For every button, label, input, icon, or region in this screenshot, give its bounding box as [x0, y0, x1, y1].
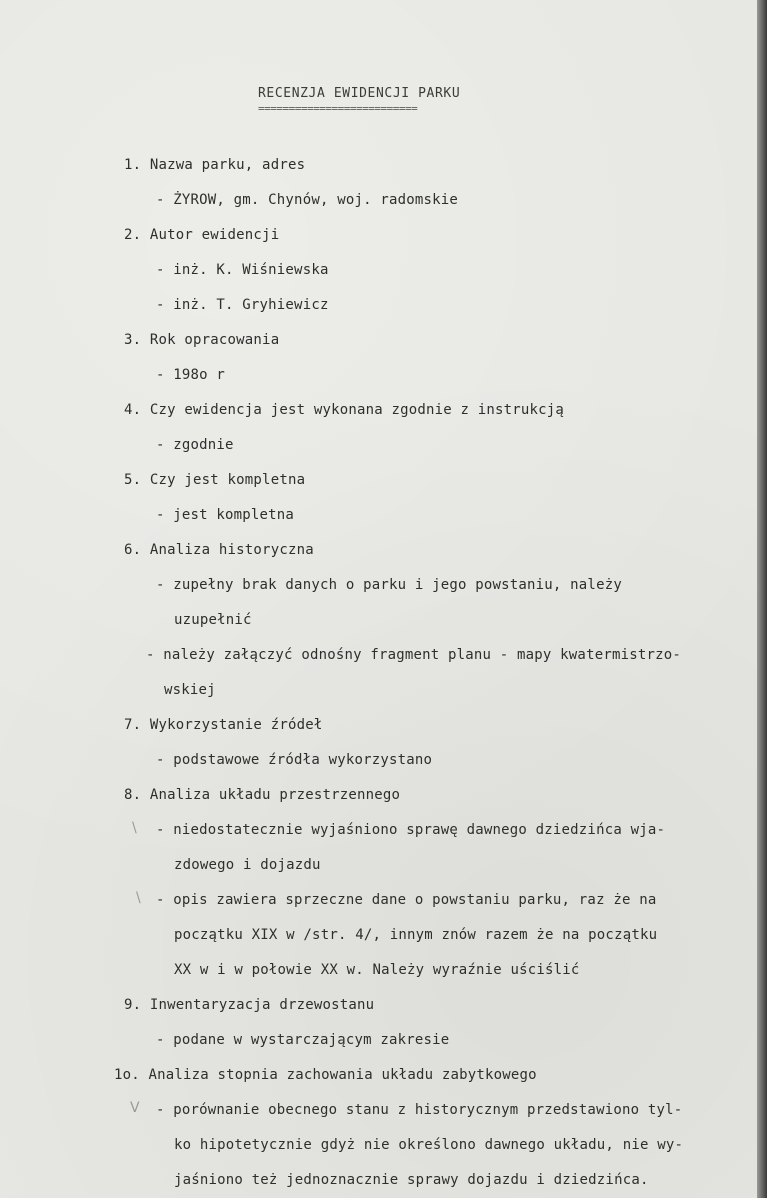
- section-5-heading: 5. Czy jest kompletna: [124, 472, 306, 488]
- section-8-item-2-cont-2: XX w i w połowie XX w. Należy wyraźnie uściślić: [174, 962, 580, 978]
- section-1-item: - ŻYROW, gm. Chynów, woj. radomskie: [156, 192, 459, 208]
- section-8-item-1: - niedostatecznie wyjaśniono sprawę dawnego dziedzińca wja-: [156, 822, 666, 838]
- title-underline: ==========================: [258, 102, 418, 115]
- section-4-heading: 4. Czy ewidencja jest wykonana zgodnie z instrukcją: [124, 402, 565, 418]
- section-8-item-1-cont: zdowego i dojazdu: [174, 857, 321, 873]
- section-10-item-cont-1: ko hipotetycznie gdyż nie określono dawnego układu, nie wy-: [174, 1137, 684, 1153]
- section-2-item-2: - inż. T. Gryhiewicz: [156, 297, 329, 313]
- pencil-checkmark: \: [136, 890, 141, 906]
- section-10-item-cont-2: jaśniono też jednoznacznie sprawy dojazdu i dziedzińca.: [174, 1172, 649, 1188]
- section-5-item: - jest kompletna: [156, 507, 295, 523]
- paper-edge-shadow: [757, 0, 767, 1198]
- section-7-item: - podstawowe źródła wykorzystano: [156, 752, 433, 768]
- pencil-checkmark: V: [130, 1100, 140, 1116]
- section-6-item-1-cont: uzupełnić: [174, 612, 252, 628]
- section-8-item-2-cont-1: początku XIX w /str. 4/, innym znów razem że na początku: [174, 927, 658, 943]
- section-9-heading: 9. Inwentaryzacja drzewostanu: [124, 997, 375, 1013]
- section-8-item-2: - opis zawiera sprzeczne dane o powstaniu parku, raz że na: [156, 892, 657, 908]
- section-3-heading: 3. Rok opracowania: [124, 332, 280, 348]
- section-6-item-2-cont: wskiej: [164, 682, 216, 698]
- section-4-item: - zgodnie: [156, 437, 234, 453]
- section-6-item-2: - należy załączyć odnośny fragment planu - mapy kwatermistrzo-: [146, 647, 681, 663]
- section-3-item: - 198o r: [156, 367, 226, 383]
- section-9-item: - podane w wystarczającym zakresie: [156, 1032, 450, 1048]
- section-10-heading: 1o. Analiza stopnia zachowania układu zabytkowego: [114, 1067, 537, 1083]
- section-10-item: - porównanie obecnego stanu z historycznym przedstawiono tyl-: [156, 1102, 683, 1118]
- section-1-heading: 1. Nazwa parku, adres: [124, 157, 306, 173]
- section-8-heading: 8. Analiza układu przestrzennego: [124, 787, 401, 803]
- section-6-heading: 6. Analiza historyczna: [124, 542, 314, 558]
- document-title: RECENZJA EWIDENCJI PARKU: [258, 86, 461, 101]
- pencil-checkmark: \: [132, 820, 137, 836]
- section-2-item-1: - inż. K. Wiśniewska: [156, 262, 329, 278]
- section-6-item-1: - zupełny brak danych o parku i jego powstaniu, należy: [156, 577, 622, 593]
- section-7-heading: 7. Wykorzystanie źródeł: [124, 717, 323, 733]
- section-2-heading: 2. Autor ewidencji: [124, 227, 280, 243]
